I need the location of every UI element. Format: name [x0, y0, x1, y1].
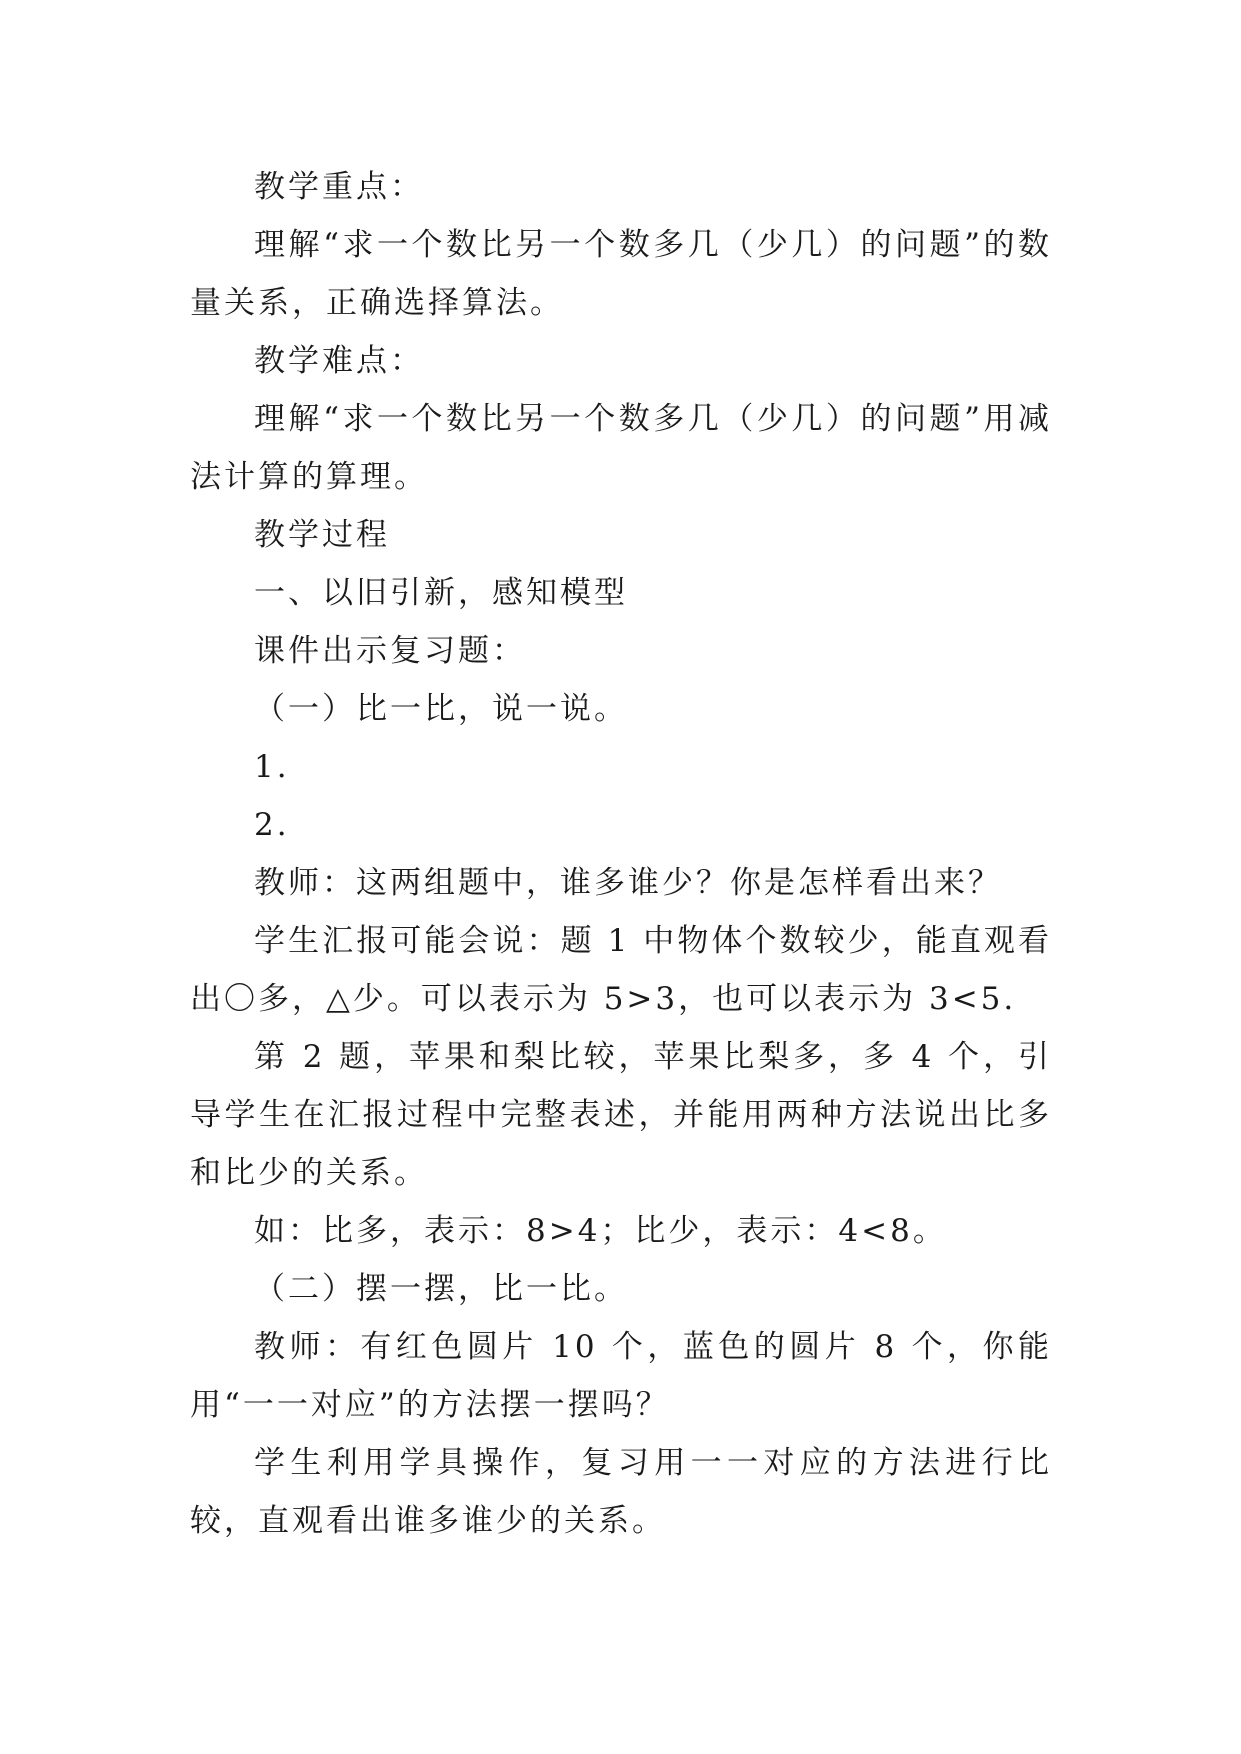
paragraph-teacher-question: 教师：这两组题中，谁多谁少？你是怎样看出来？: [254, 865, 1002, 901]
paragraph-student-report: 学生汇报可能会说：题 1 中物体个数较少，能直观看出〇多，△少。可以表示为 5>3，也可以表示为 3<5.: [190, 923, 1052, 1017]
paragraph-question-2: 第 2 题，苹果和梨比较，苹果比梨多，多 4 个，引导学生在汇报过程中完整表述，并能用两种方法说出比多和比少的关系。: [190, 1039, 1052, 1191]
list-item-1: 1.: [254, 749, 290, 785]
subsection-heading-arrange: （二）摆一摆，比一比。: [254, 1271, 628, 1307]
paragraph-student-operation: 学生利用学具操作，复习用一一对应的方法进行比较，直观看出谁多谁少的关系。: [190, 1445, 1052, 1539]
paragraph-review-intro: 课件出示复习题：: [254, 633, 526, 669]
paragraph-example: 如：比多，表示：8>4；比少，表示：4<8。: [254, 1213, 947, 1249]
paragraph-teacher-discs: 教师：有红色圆片 10 个，蓝色的圆片 8 个，你能用“一一对应”的方法摆一摆吗？: [190, 1329, 1052, 1423]
list-item-2: 2.: [254, 807, 290, 843]
heading-teaching-difficulty: 教学难点：: [254, 343, 424, 379]
paragraph-focus-content: 理解“求一个数比另一个数多几（少几）的问题”的数量关系，正确选择算法。: [190, 227, 1052, 321]
subsection-heading-compare: （一）比一比，说一说。: [254, 691, 628, 727]
heading-teaching-process: 教学过程: [254, 517, 390, 553]
paragraph-difficulty-content: 理解“求一个数比另一个数多几（少几）的问题”用减法计算的算理。: [190, 401, 1052, 495]
heading-teaching-focus: 教学重点：: [254, 169, 424, 205]
document-body: [190, 158, 1052, 1550]
section-heading-one: 一、以旧引新，感知模型: [254, 575, 628, 611]
